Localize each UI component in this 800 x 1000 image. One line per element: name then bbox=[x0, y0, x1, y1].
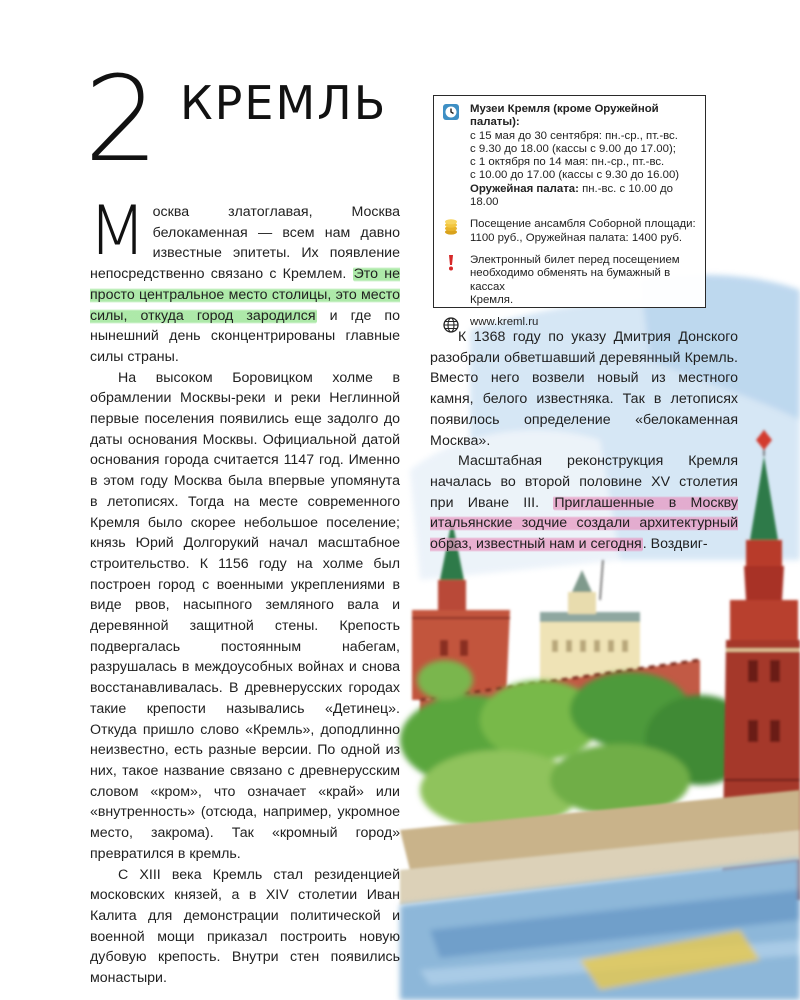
right-column bbox=[430, 327, 738, 555]
coins-icon bbox=[442, 218, 460, 236]
website-url[interactable]: www.kreml.ru bbox=[470, 316, 539, 329]
e-ticket-warning bbox=[442, 254, 697, 307]
ticket-line-1: Посещение ансамбля Соборной площади: bbox=[470, 218, 696, 231]
paragraph-princes: С XIII века Кремль стал резиденцией московских князей, а в XIV столетии Иван Калита для демонстрации политической и военной мощи приказал построить новую дубовую крепость. Внутри стен появились монастыри. bbox=[90, 866, 400, 987]
intro-text-part2: и где по нынешний день сконцентрированы главные силы страны. bbox=[90, 307, 400, 365]
green-highlight: Это не просто центральное место столицы, это место силы, откуда город зародился bbox=[90, 266, 401, 324]
intro-text-part1: осква златоглавая, Москва белокаменная — всем нам давно известные эпитеты. Их появление непосредственно связано с Кремлем. bbox=[90, 204, 400, 283]
paragraph-white-stone: К 1368 году по указу Дмитрия Донского разобрали обветшавший деревянный Кремль. Вместо него возвели новый из местного камня, белого известняка. Так в летописях появилось определение «белокаменная Москва». bbox=[430, 329, 738, 449]
exclamation-icon bbox=[442, 254, 460, 272]
paragraph-intro bbox=[88, 192, 401, 368]
hours-line-4: с 10.00 до 17.00 (кассы с 9.30 до 16.00) bbox=[470, 169, 680, 182]
reconstruction-text-part1: Масштабная реконструкция Кремля началась во второй половине XV столетия при Иване III. bbox=[430, 453, 738, 511]
warning-line-2: необходимо обменять на бумажный в кассах bbox=[470, 267, 671, 293]
paragraph-history: На высоком Боровицком холме в обрамлении Москвы-реки и реки Неглинной первые поселения появились еще задолго до даты основания Москвы. Официальной датой основания города считается 1147 год. Именно в этом году Москва была впервые упомянута в летописях. Тогда на месте современного Кремля было скорее небольшое поселение; князь Юрий Долгорукий начал масштабное строительство. К 1156 году на холме был построен город с военными укреплениями в виде рвов, насыпного земляного вала и деревянной защитной стены. Крепость подвергалась постоянным набегам, разрушалась в междоусобных войнах и снова восстанавливалась. В древнерусских городах такие крепости назывались «Детинец». Откуда пришло слово «Кремль», доподлинно неизвестно, есть разные версии. По одной из них, такое название связано с древнерусским словом «кром», что означает «край» или «внутренность» (отсюда, например, укромное место, закрома). Так «кромный город» превратился в кремль. bbox=[90, 369, 400, 862]
visitor-info-box bbox=[433, 95, 706, 329]
ticket-line-2: 1100 руб., Оружейная палата: 1400 руб. bbox=[470, 231, 683, 244]
hours-line-1: с 15 мая до 30 сентября: пн.-ср., пт.-вс. bbox=[470, 129, 678, 142]
warning-line-3: Кремля. bbox=[470, 293, 514, 306]
drop-cap: М bbox=[88, 192, 147, 271]
pink-highlight: Приглашенные в Москву итальянские зодчие создали архитектурный образ, известный нам и сегодня bbox=[430, 494, 739, 553]
chapter-title: КРЕМЛЬ bbox=[180, 76, 388, 130]
reconstruction-text-part2: . Воздвиг- bbox=[642, 536, 708, 553]
hours-line-3: с 1 октября по 14 мая: пн.-ср., пт.-вс. bbox=[470, 156, 665, 169]
palace-building bbox=[540, 560, 640, 690]
chapter-number: 2 bbox=[84, 50, 160, 188]
warning-line-1: Электронный билет перед посещением bbox=[470, 253, 680, 266]
hours-line-2: с 9.30 до 18.00 (кассы с 9.00 до 17.00); bbox=[470, 142, 676, 155]
left-column bbox=[88, 192, 401, 989]
opening-hours bbox=[442, 103, 697, 209]
paragraph-reconstruction bbox=[430, 451, 738, 555]
museums-hours-title: Музеи Кремля (кроме Оружейной палаты): bbox=[470, 103, 659, 129]
clock-icon bbox=[442, 103, 460, 121]
armory-hours-text: пн.-вс. с 10.00 до 18.00 bbox=[470, 182, 673, 209]
armory-title: Оружейная палата: bbox=[470, 182, 579, 195]
ticket-prices bbox=[442, 218, 697, 245]
armory-hours bbox=[470, 183, 697, 210]
